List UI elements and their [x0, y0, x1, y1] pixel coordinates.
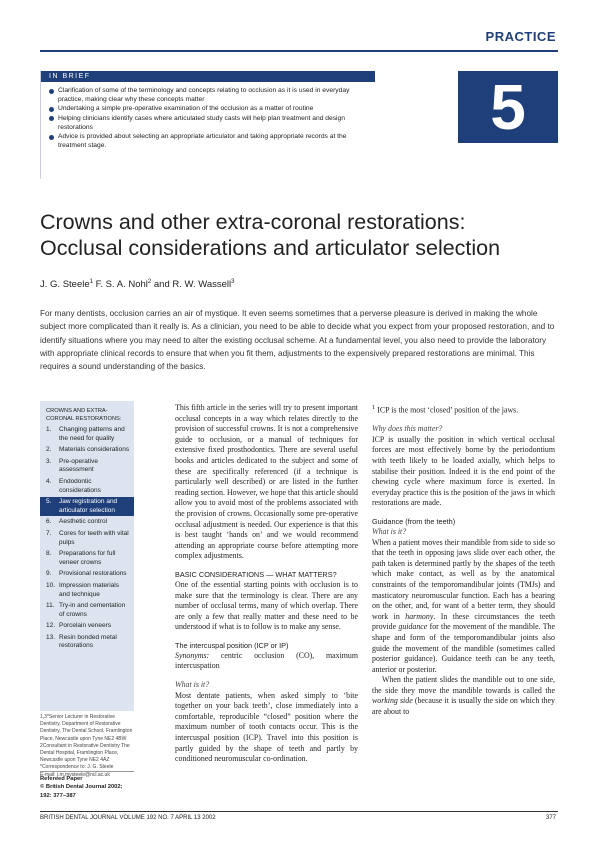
- in-brief-item: Helping clinicians identify cases where articulated study casts will help plan treatment and design restorations: [49, 114, 371, 132]
- affiliation-line: 1,3*Senior Lecturer in Restorative Dentistry, Department of Restorative Dentistry, The Dental School, Framlington Place, Newcastle upon Tyne NE2 4BW: [40, 714, 133, 742]
- subsection-heading: The intercuspal position (ICP or IP): [175, 640, 289, 650]
- body-paragraph: Most dentate patients, when asked simply to ‘bite together on your back teeth’, close immediately into a comfortable, reproducible “closed” position where the maximum number of tooth contacts occur. This is the intercuspal position (ICP). Travel into this position is partly guided by the shape of teeth and partly by conditioned neuromuscular co-ordination.: [175, 690, 358, 764]
- bullet-icon: [49, 116, 54, 121]
- correspondence-line: *Correspondence to: J. G. Steele: [40, 764, 114, 771]
- question-heading: Why does this matter?: [372, 424, 443, 434]
- journal-footer: BRITISH DENTAL JOURNAL VOLUME 192 NO. 7 APRIL 13 2002: [40, 815, 216, 821]
- in-brief-box: [40, 71, 375, 179]
- body-paragraph: ICP is usually the position in which vertical occlusal forces are most effectively borne by the periodontium with teeth likely to be loaded axially, which helps to stabilise their position. Indeed it is the end point of the chewing cycle where maximum force is exerted. In everyday practice this is the position of the jaws in which restorations are made.: [372, 434, 555, 508]
- question-heading: What is it?: [175, 680, 210, 690]
- article-number: 5: [458, 71, 558, 143]
- bullet-icon: [49, 135, 54, 140]
- body-paragraph: One of the essential starting points with occlusion is to make sure that the terminology is clear. There are any number of occlusal terms, many of which overlap. There are only a few that really matter and these need to be understood if what is to follow is to make any sense.: [175, 579, 358, 632]
- series-item: 1. Changing patterns and the need for quality: [46, 426, 125, 442]
- article-title-line-2: Occlusal considerations and articulator selection: [40, 236, 501, 260]
- question-heading: What is it?: [372, 526, 407, 536]
- article-title: [40, 209, 560, 261]
- email-line: E-mail: j.m.mysteele@ncl.ac.uk: [40, 771, 110, 778]
- series-item: 13. Resin bonded metal restorations: [46, 633, 117, 650]
- bullet-icon: [49, 89, 54, 94]
- refereed-paper-title: Refereed Paper: [40, 776, 83, 782]
- series-item-current: 5. Jaw registration and articulator selection: [40, 497, 134, 516]
- series-item: 4. Endodontic considerations: [46, 477, 101, 494]
- series-item: 9. Provisional restorations: [46, 570, 127, 578]
- author-affiliations: [40, 714, 134, 779]
- section-label: PRACTICE: [485, 29, 556, 44]
- body-paragraph: When the patient slides the mandible out to one side, the side they move the mandible towards is called the working side (because it is usually the side on which they are about to: [372, 675, 555, 717]
- series-item: 10. Impression materials and technique: [46, 581, 119, 598]
- in-brief-item: Clarification of some of the terminology and concepts relating to occlusion as it is used in everyday practice, making clear why these concepts matter: [49, 86, 371, 104]
- series-item: 7. Cores for teeth with vital pulps: [46, 529, 129, 546]
- in-brief-list: [41, 82, 375, 150]
- in-brief-item: Advice is provided about selecting an appropriate articulator and taking appropriate records at the treatment stage.: [49, 132, 371, 150]
- body-paragraph-continued: $^1$ ICP is the most ‘closed’ position of the jaws.: [372, 404, 519, 415]
- body-column-2: [372, 403, 555, 718]
- series-item: 12. Porcelain veneers: [46, 622, 112, 630]
- in-brief-title: IN BRIEF: [41, 71, 375, 82]
- footer-rule: [40, 811, 558, 812]
- author-line: J. G. Steele$^1$ F. S. A. Nohl$^2$ and R. W. Wassell$^3$: [40, 279, 235, 291]
- body-column-1: [175, 403, 358, 765]
- series-item: 2. Materials considerations: [46, 446, 130, 454]
- series-item: 11. Try-in and cementation of crowns: [46, 602, 126, 618]
- author-name: J. G. Steele: [40, 279, 90, 291]
- in-brief-item: Undertaking a simple pre-operative examination of the occlusion as a matter of routine: [49, 104, 371, 113]
- article-title-line-1: Crowns and other extra-coronal restorations:: [40, 210, 466, 234]
- subsection-heading: Guidance (from the teeth): [372, 516, 456, 526]
- series-item: 8. Preparations for full veneer crowns: [46, 550, 116, 566]
- series-title: CROWNS AND EXTRA-CORONAL RESTORATIONS:: [46, 408, 122, 422]
- series-item: 6. Aesthetic control: [46, 518, 108, 526]
- header-rule: [40, 50, 558, 52]
- page-number: 377: [545, 815, 556, 821]
- series-item: 3. Pre-operative assessment: [46, 457, 99, 474]
- body-paragraph: When a patient moves their mandible from side to side so that the teeth in opposing jaws slide over each other, the path taken is determined partly by the shapes of the teeth which make contact, as well as by the anatomical constraints of the temporomandibular joints (TMJs) and masticatory neuromuscular function. Each has a bearing on the other, and, for want of a better term, they should work in harmony. In these circumstances the teeth provide guidance for the movement of the mandible. The shape and form of the temporomandibular joints also guide the movement of the mandible (sometimes called posterior guidance). Guidance teeth can be any teeth, anterior or posterior.: [372, 537, 555, 674]
- journal-citation: © British Dental Journal 2002; 192: 377–387: [40, 784, 123, 799]
- synonyms-paragraph: Synonyms: centric occlusion (CO), maximum intercuspation: [175, 650, 358, 671]
- affiliation-line: 2Consultant in Restorative Dentistry The Dental Hospital, Framlington Place, Newcastle upon Tyne NE2 4AZ: [40, 742, 130, 764]
- author-name: R. W. Wassell: [172, 279, 232, 291]
- author-name: F. S. A. Nohl: [95, 279, 148, 291]
- series-contents-box: [40, 401, 134, 711]
- intro-paragraph: This fifth article in the series will try to present important occlusal concepts in a way which relates directly to the provision of successful crowns. It is not a comprehensive guide to occlusion, or a manual of techniques for extensive fixed prosthodontics. There are several useful books and articles dedicated to the subject and some of these are specifically referenced (if a technique is particularly well described) or are listed in the further reading section. However, we hope that this article should allow you to avoid most of the problems associated with the provision of crowns. Occasionally some pre-operative occlusal adjustment is needed. Our experience is that this is best taught ‘hands on’ and we would recommend attending an appropriate course before attempting more complex adjustments.: [175, 403, 358, 561]
- refereed-paper-note: [40, 771, 134, 800]
- abstract: For many dentists, occlusion carries an air of mystique. It even seems sometimes that a perverse pleasure is derived in making the whole subject more complicated than it really is. As a clinician, you need to be able to decide what you expect from your proposed restoration, and to identify situations where you may need to alter the existing occlusal scheme. At a fundamental level, you also need to provide the laboratory with appropriate clinical records to ensure that when you fit them, adjustments to the expensively prepared restorations are minimal. This requires a sound understanding of the basics.: [40, 309, 555, 372]
- section-heading: BASIC CONSIDERATIONS — WHAT MATTERS?: [175, 569, 337, 579]
- bullet-icon: [49, 107, 54, 112]
